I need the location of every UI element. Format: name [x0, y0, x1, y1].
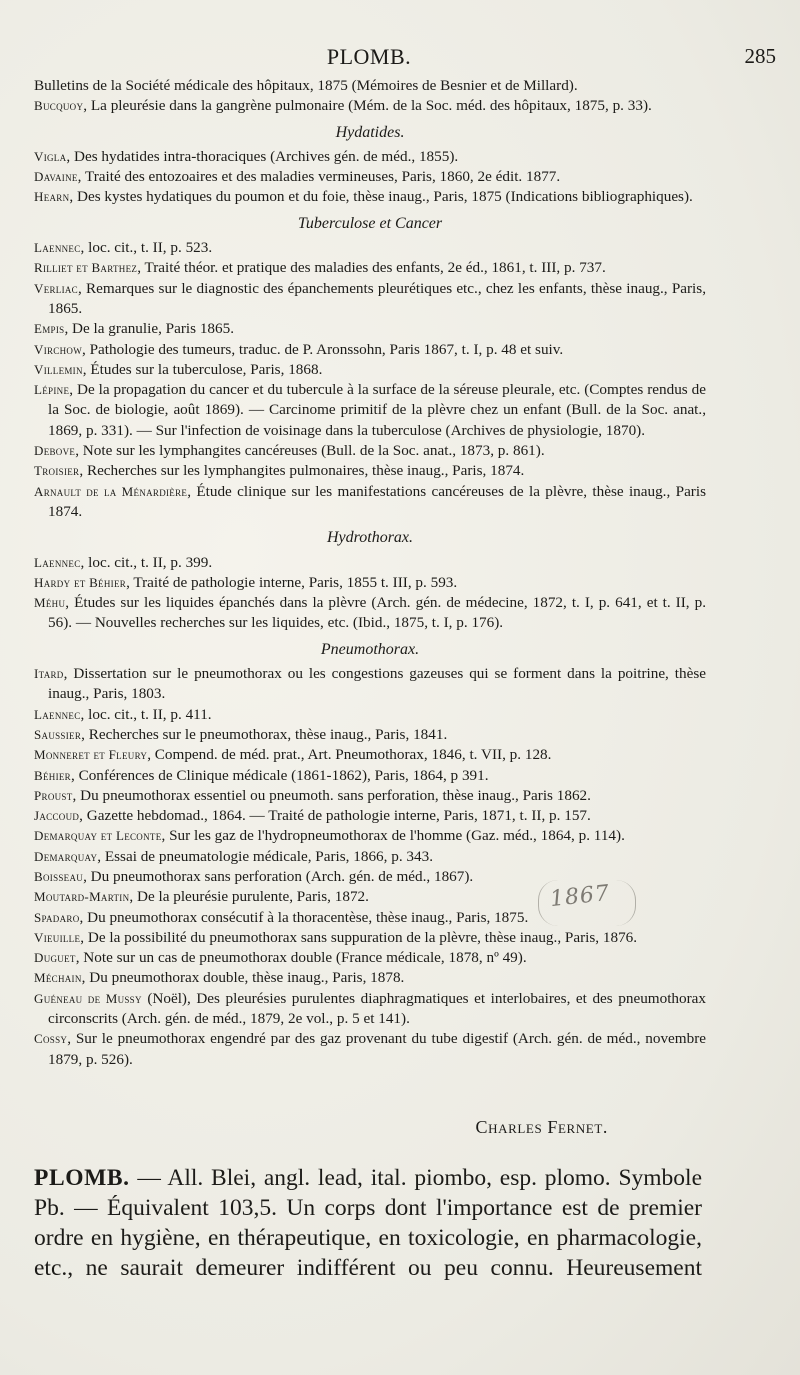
entry-text: , Recherches sur les lymphangites pulmonaires, thèse inaug., Paris, 1874.: [79, 462, 525, 480]
bibliography-entry: [34, 360, 706, 380]
bibliography-entry: [34, 705, 706, 725]
article-text: — All. Blei, angl. lead, ital. piombo, esp. plomo. Symbole Pb. — Équivalent 103,5. Un corps dont l'importance est de premier ordre en hygiène, en thérapeutique, en toxicologie, en pharmacologie, etc., ne saurait demeurer indifférent ou peu connu. Heureusement: [34, 1165, 702, 1281]
entry-author: Bucquoy: [34, 98, 84, 114]
bibliography-entry: [34, 76, 706, 96]
entry-author: Verliac: [34, 280, 78, 296]
entry-text: , Traité de pathologie interne, Paris, 1855 t. III, p. 593.: [126, 573, 458, 591]
section-title: Tuberculose et Cancer: [297, 214, 443, 232]
section-title: Pneumothorax.: [320, 640, 420, 658]
article-body: [34, 1163, 702, 1283]
entry-text: , Gazette hebdomad., 1864. — Traité de pathologie interne, Paris, 1871, t. II, p. 157.: [79, 807, 591, 825]
bibliography-entry: [34, 989, 706, 1030]
bibliography-entry: [34, 745, 706, 765]
bibliography-entry: [34, 147, 706, 167]
entry-author: Béhier: [34, 767, 71, 783]
bibliography-entry: [34, 725, 706, 745]
bibliography-entry: [34, 593, 706, 634]
entry-author: Monneret et Fleury: [34, 747, 148, 763]
entry-author: Villemin: [34, 361, 83, 377]
entry-text: , Du pneumothorax double, thèse inaug., Paris, 1878.: [81, 969, 405, 987]
entry-text: , Compend. de méd. prat., Art. Pneumothorax, 1846, t. VII, p. 128.: [147, 746, 552, 764]
entry-author: Demarquay: [34, 848, 98, 864]
entry-text: , Des hydatides intra-thoraciques (Archives gén. de méd., 1855).: [66, 147, 459, 165]
bibliography-entry: [34, 553, 706, 573]
bibliography-entry: [34, 167, 706, 187]
entry-text: , Note sur les lymphangites cancéreuses (Bull. de la Soc. anat., 1873, p. 861).: [75, 442, 545, 460]
bibliography-entry: [34, 664, 706, 705]
entry-text: , Conférences de Clinique médicale (1861-1862), Paris, 1864, p 391.: [70, 766, 489, 784]
entry-text: , Traité des entozoaires et des maladies vermineuses, Paris, 1860, 2e édit. 1877.: [77, 168, 561, 186]
entry-text: , Études sur la tuberculose, Paris, 1868.: [82, 360, 323, 378]
section-title: Hydrothorax.: [326, 529, 414, 547]
bibliography-entry: [34, 319, 706, 339]
entry-text: , Des kystes hydatiques du poumon et du foie, thèse inaug., Paris, 1875 (Indications bibliographiques).: [69, 188, 693, 206]
entry-author: Hardy et Béhier: [34, 574, 127, 590]
entry-author: Moutard-Martin: [34, 889, 130, 905]
entry-text: , La pleurésie dans la gangrène pulmonaire (Mém. de la Soc. méd. des hôpitaux, 1875, p. 33).: [83, 97, 652, 115]
entry-author: Jaccoud: [34, 808, 80, 824]
entry-author: Spadaro: [34, 909, 80, 925]
bibliography-entry: [34, 279, 706, 320]
entry-author: Empis: [34, 321, 65, 337]
entry-author: Guéneau de Mussy: [34, 990, 142, 1006]
entry-text: , loc. cit., t. II, p. 399.: [80, 553, 213, 571]
entry-text: , Pathologie des tumeurs, traduc. de P. Aronssohn, Paris 1867, t. I, p. 48 et suiv.: [82, 340, 564, 358]
entry-text: , De la pleurésie purulente, Paris, 1872.: [129, 888, 369, 906]
entry-author: Lépine: [34, 382, 70, 398]
bibliography-entry: [34, 847, 706, 867]
entry-author: Troisier: [34, 463, 80, 479]
entry-text: , Remarques sur le diagnostic des épanchements pleurétiques etc., chez les enfants, thèse inaug., Paris, 1865.: [48, 279, 706, 317]
bibliography-entry: [34, 340, 706, 360]
bibliography-entry: [34, 786, 706, 806]
entry-text: , De la possibilité du pneumothorax sans suppuration de la plèvre, thèse inaug., Paris, 1876.: [80, 928, 638, 946]
entry-author: Davaine: [34, 169, 78, 185]
bibliography-entry: [34, 573, 706, 593]
entry-author: Saussier: [34, 726, 82, 742]
entry-author: Duguet: [34, 950, 76, 966]
entry-author: Méchain: [34, 970, 82, 986]
entry-author: Debove: [34, 443, 76, 459]
entry-text: , De la granulie, Paris 1865.: [64, 320, 235, 338]
entry-text: , Du pneumothorax sans perforation (Arch. gén. de méd., 1867).: [83, 867, 474, 885]
entry-text: , Du pneumothorax essentiel ou pneumoth. sans perforation, thèse inaug., Paris 1862.: [72, 786, 591, 804]
entry-text: (Noël), Des pleurésies purulentes diaphragmatiques et interlobaires, et des pneumothorax circonscrits (Arch. gén. de méd., 1879, 2e vol., p. 5 et 141).: [48, 989, 706, 1028]
entry-text: , Recherches sur le pneumothorax, thèse inaug., Paris, 1841.: [81, 725, 448, 743]
entry-text: , Dissertation sur le pneumothorax ou les congestions gazeuses qui se forment dans la poitrine, thèse inaug., Paris, 1803.: [48, 665, 706, 703]
entry-text: , Étude clinique sur les manifestations cancéreuses de la plèvre, thèse inaug., Paris 1874.: [48, 482, 706, 520]
bibliography-entry: [34, 826, 706, 846]
entry-author: Cossy: [34, 1031, 68, 1047]
entry-author: Laennec: [34, 240, 81, 256]
article-headword: PLOMB.: [34, 1165, 130, 1191]
entry-author: Virchow: [34, 341, 82, 357]
entry-author: Rilliet et Barthez: [34, 260, 138, 276]
entry-author: Proust: [34, 787, 73, 803]
entry-text: , Sur les gaz de l'hydropneumothorax de l'homme (Gaz. méd., 1864, p. 114).: [161, 827, 625, 845]
entry-author: Demarquay et Leconte: [34, 828, 162, 844]
entry-text: Bulletins de la Société médicale des hôpitaux, 1875 (Mémoires de Besnier et de Millard).: [34, 77, 578, 94]
entry-text: , Essai de pneumatologie médicale, Paris, 1866, p. 343.: [97, 847, 434, 865]
bibliography-entry: [34, 96, 706, 116]
entry-text: , Traité théor. et pratique des maladies des enfants, 2e éd., 1861, t. III, p. 737.: [137, 259, 606, 277]
entry-text: , loc. cit., t. II, p. 523.: [80, 239, 213, 257]
bibliography-entry: [34, 461, 706, 481]
entry-author: Laennec: [34, 554, 81, 570]
entry-text: , Du pneumothorax consécutif à la thoracentèse, thèse inaug., Paris, 1875.: [79, 908, 529, 926]
entry-text: , Études sur les liquides épanchés dans la plèvre (Arch. gén. de médecine, 1872, t. I, p. 641, et t. II, p. 56). — Nouvelles recherches sur les liquides, etc. (Ibid., 1875, t. I, p. 176).: [48, 594, 706, 632]
entry-text: , loc. cit., t. II, p. 411.: [80, 705, 212, 723]
entry-author: Hearn: [34, 189, 70, 205]
bibliography-entry: [34, 766, 706, 786]
bibliography-entry: [34, 258, 706, 278]
bibliography-entry: [34, 968, 706, 988]
bibliography-entry: [34, 1029, 706, 1070]
page-number: 285: [744, 44, 776, 68]
entry-author: Vieuille: [34, 929, 81, 945]
bibliography-entry: [34, 928, 706, 948]
entry-author: Vigla: [34, 148, 67, 164]
bibliography-entry: [34, 238, 706, 258]
bibliography-entry: [34, 380, 706, 441]
entry-text: , De la propagation du cancer et du tubercule à la surface de la séreuse pleurale, etc. (Comptes rendus de la Soc. de biologie, août 1869). — Carcinome primitif de la plèvre chez un enfant (Bull. de la Soc. anat., 1869, p. 331). — Sur l'infection de voisinage dans la tuberculose (Archives de physiologie, 1870).: [48, 381, 706, 439]
entry-text: , Sur le pneumothorax engendré par des gaz provenant du tube digestif (Arch. gén. de méd., novembre 1879, p. 526).: [48, 1030, 706, 1068]
handwritten-note: 1867: [548, 880, 612, 913]
bibliography-entry: [34, 948, 706, 968]
bibliography-entry: [34, 806, 706, 826]
section-title: Hydatides.: [335, 123, 405, 141]
bibliography-entry: [34, 441, 706, 461]
entry-author: Itard: [34, 666, 64, 682]
running-title: PLOMB.: [326, 44, 412, 69]
bibliography-entry: [34, 187, 706, 207]
entry-text: , Note sur un cas de pneumothorax double (France médicale, 1878, nº 49).: [75, 949, 527, 967]
entry-author: Laennec: [34, 706, 81, 722]
entry-author: Arnault de la Ménardière: [34, 483, 188, 499]
bibliography-entry: [34, 482, 706, 523]
author-signature: Charles Fernet.: [475, 1117, 608, 1137]
entry-author: Boisseau: [34, 868, 84, 884]
entry-author: Méhu: [34, 595, 66, 611]
page-header: [34, 44, 776, 74]
